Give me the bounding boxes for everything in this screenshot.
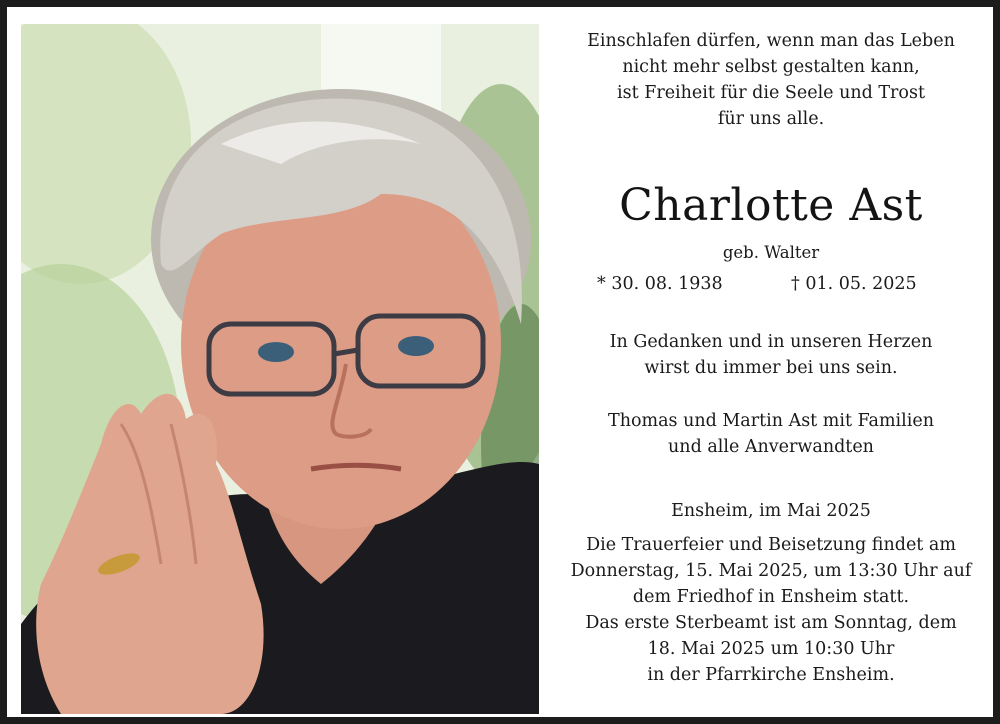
- funeral-line: Das erste Sterbeamt ist am Sonntag, dem: [585, 613, 957, 633]
- funeral-line: dem Friedhof in Ensheim statt.: [632, 587, 910, 607]
- place-date: Ensheim, im Mai 2025: [671, 501, 871, 521]
- maiden-name: geb. Walter: [722, 243, 820, 262]
- funeral-line: in der Pfarrkirche Ensheim.: [647, 665, 895, 685]
- funeral-line: Die Trauerfeier und Beisetzung findet am: [586, 535, 956, 555]
- poem-line: ist Freiheit für die Seele und Trost: [617, 83, 925, 103]
- funeral-line: 18. Mai 2025 um 10:30 Uhr: [647, 639, 895, 659]
- poem-line: für uns alle.: [717, 109, 825, 129]
- memorial-line: wirst du immer bei uns sein.: [644, 358, 898, 378]
- poem-line: nicht mehr selbst gestalten kann,: [622, 57, 920, 77]
- deceased-name: Charlotte Ast: [619, 180, 923, 231]
- portrait-photo: [21, 24, 539, 714]
- family-line: und alle Anverwandten: [668, 437, 874, 457]
- family-line: Thomas und Martin Ast mit Familien: [608, 411, 934, 431]
- poem-line: Einschlafen dürfen, wenn man das Leben: [587, 31, 955, 51]
- death-date: † 01. 05. 2025: [791, 274, 917, 294]
- memorial-line: In Gedanken und in unseren Herzen: [609, 332, 933, 352]
- obituary-text: [547, 24, 995, 714]
- funeral-line: Donnerstag, 15. Mai 2025, um 13:30 Uhr auf: [570, 561, 972, 581]
- birth-date: * 30. 08. 1938: [597, 274, 723, 294]
